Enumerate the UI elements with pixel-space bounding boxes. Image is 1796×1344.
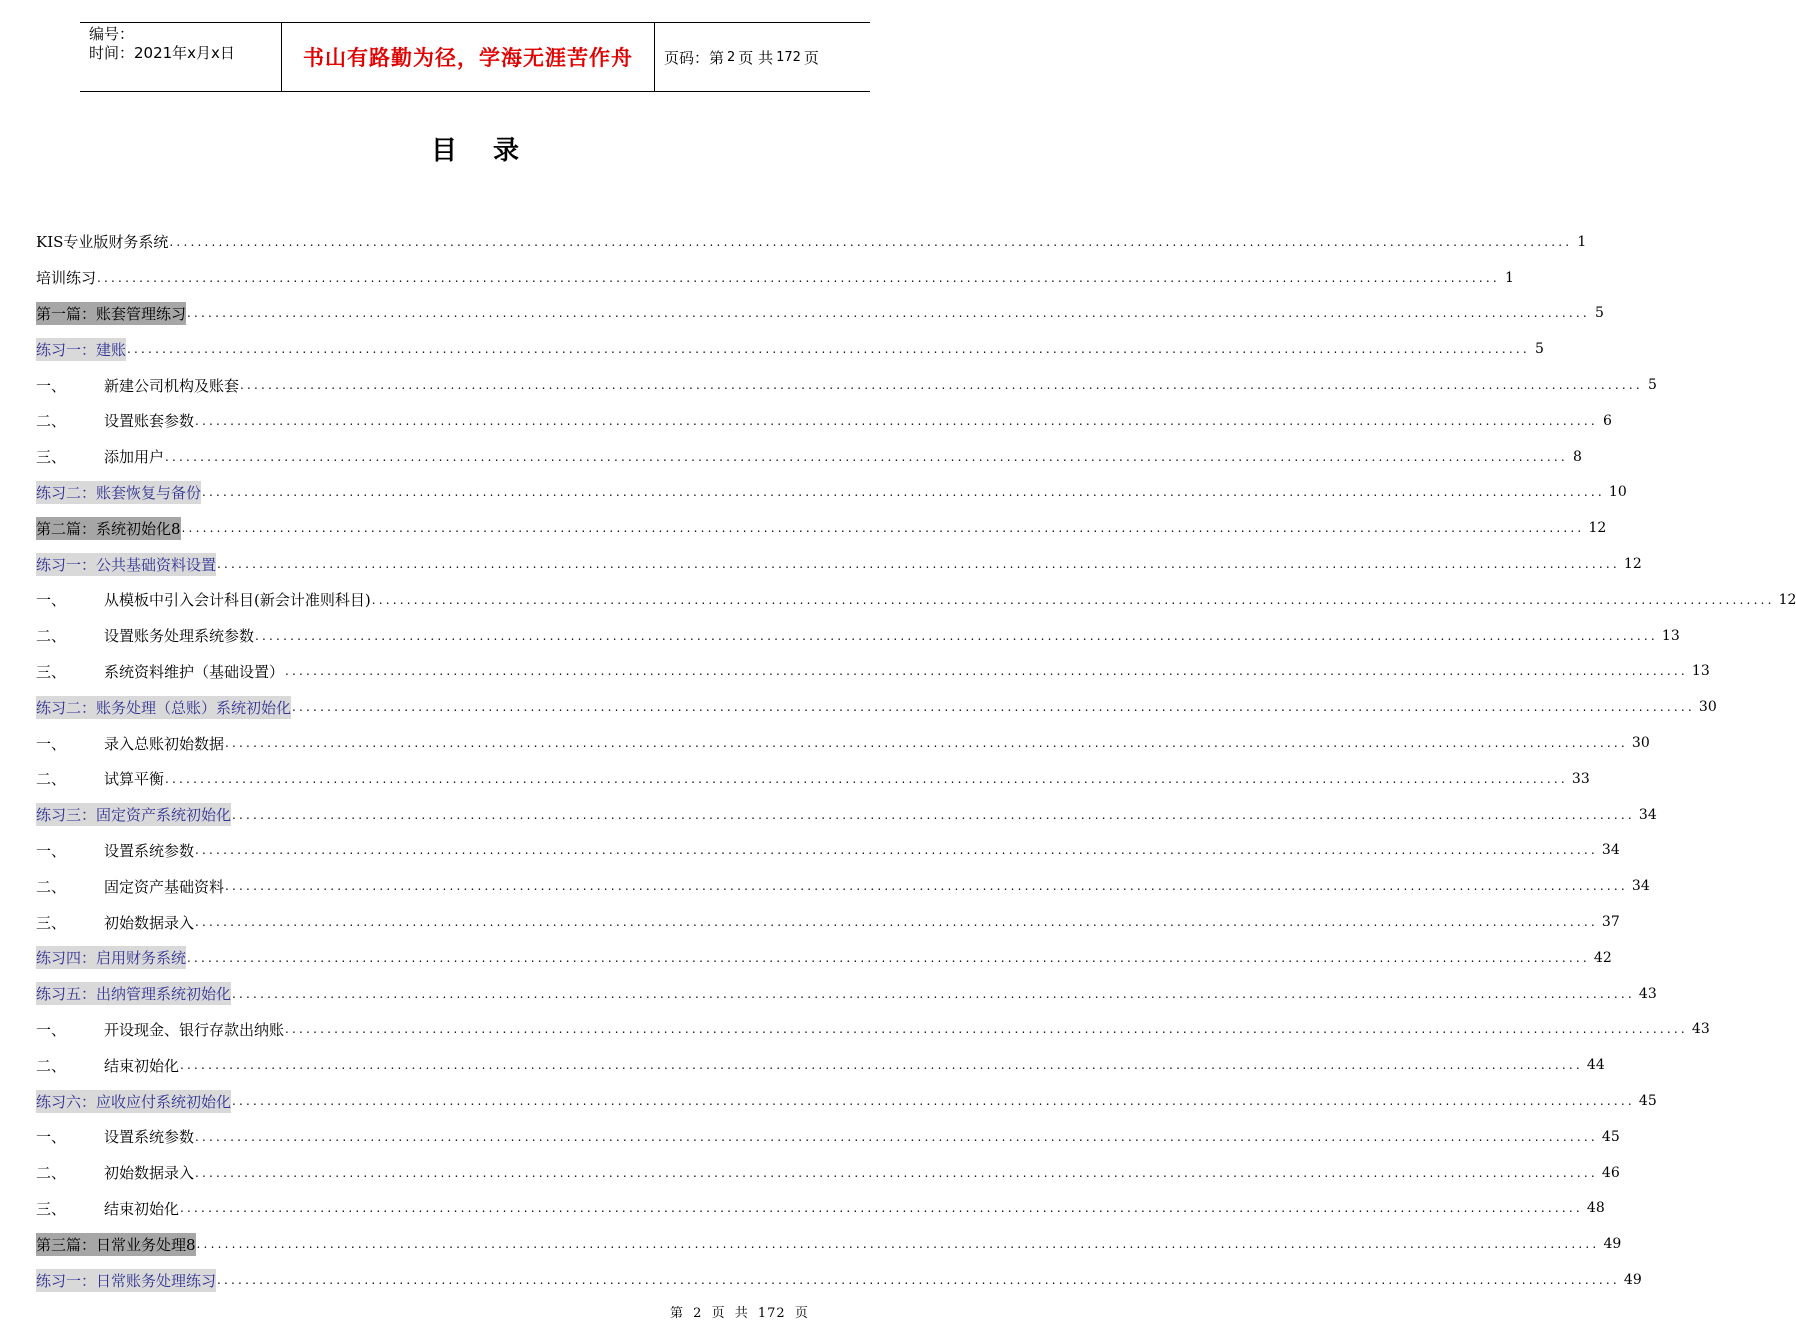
toc-entry-title: 练习二：账套恢复与备份 <box>36 481 201 504</box>
toc-entry-number: 一、 <box>36 1128 67 1147</box>
toc-leader-dots: ........................................................................................................................................................................................................ <box>195 1165 1598 1180</box>
toc-page-number: 45 <box>1638 1093 1657 1110</box>
footer-current: 2 <box>693 1306 703 1321</box>
toc-entry-title: 第三篇：日常业务处理8 <box>36 1233 196 1256</box>
toc-entry-number: 二、 <box>36 1056 67 1075</box>
header-page-suffix: 页 <box>803 48 819 67</box>
toc-page-number: 42 <box>1593 949 1612 966</box>
toc-entry[interactable] <box>36 1226 1622 1262</box>
toc-entry[interactable] <box>36 1012 1710 1048</box>
toc-leader-dots: ........................................................................................................................................................................................................ <box>255 628 1658 643</box>
toc-entry-title: 练习四：启用财务系统 <box>36 946 186 969</box>
toc-entry-text <box>36 1018 284 1041</box>
toc-entry-number: 二、 <box>36 627 67 646</box>
toc-entry-text <box>36 732 224 755</box>
toc-entry-text <box>36 1197 179 1220</box>
toc-page-number: 37 <box>1601 914 1620 931</box>
toc-entry-title: 培训练习 <box>36 269 97 288</box>
toc-entry-title: 设置账套参数 <box>104 412 195 431</box>
toc-entry[interactable] <box>36 833 1620 869</box>
toc-entry[interactable] <box>36 618 1680 654</box>
toc-leader-dots: ........................................................................................................................................................................................................ <box>195 915 1598 930</box>
toc-entry[interactable] <box>36 654 1710 690</box>
toc-entry-text <box>36 230 168 253</box>
footer-total: 172 <box>757 1306 786 1321</box>
toc-leader-dots: ........................................................................................................................................................................................................ <box>232 807 1635 822</box>
toc-page-number: 46 <box>1601 1164 1620 1181</box>
toc-page-number: 34 <box>1631 878 1650 895</box>
toc-entry-text <box>36 696 291 719</box>
toc-entry-title: 练习二：账务处理（总账）系统初始化 <box>36 696 291 719</box>
toc-page-number: 34 <box>1638 806 1657 823</box>
toc-leader-dots: ........................................................................................................................................................................................................ <box>232 986 1635 1001</box>
toc-leader-dots: ........................................................................................................................................................................................................ <box>181 521 1585 536</box>
toc-entry-text <box>36 1233 196 1256</box>
toc-entry[interactable] <box>36 761 1590 797</box>
toc-entry-title: 添加用户 <box>104 448 165 467</box>
toc-leader-dots: ........................................................................................................................................................................................................ <box>232 1094 1635 1109</box>
toc-page-number: 49 <box>1623 1272 1642 1288</box>
toc-entry[interactable] <box>36 1155 1620 1191</box>
toc-entry-text <box>36 338 126 361</box>
toc-entry[interactable] <box>36 689 1717 725</box>
toc-page-number: 5 <box>1594 305 1604 322</box>
toc-entry-title: 录入总账初始数据 <box>104 734 225 753</box>
toc-page-number: 5 <box>1647 377 1657 394</box>
toc-page-number: 44 <box>1586 1057 1605 1074</box>
toc-leader-dots: ........................................................................................................................................................................................................ <box>285 1022 1688 1037</box>
toc-page-number: 13 <box>1661 627 1680 644</box>
toc-entry-number: 一、 <box>36 841 67 860</box>
toc-page-number: 45 <box>1601 1128 1620 1145</box>
toc-leader-dots: ........................................................................................................................................................................................................ <box>202 485 1605 500</box>
page-header <box>80 22 870 92</box>
toc-entry-text <box>36 911 194 934</box>
toc-entry-number: 一、 <box>36 591 67 610</box>
toc-page-number: 8 <box>1572 448 1582 465</box>
toc-entry-title: 结束初始化 <box>104 1199 180 1218</box>
toc-page-number: 43 <box>1638 985 1657 1002</box>
toc-entry[interactable] <box>36 331 1544 367</box>
toc-entry-title: KIS专业版财务系统 <box>36 233 169 252</box>
header-time: 时间：2021年x月x日 <box>89 44 235 62</box>
toc-entry-number: 三、 <box>36 913 67 932</box>
toc-entry-title: 练习一：日常账务处理练习 <box>36 1269 216 1292</box>
toc-entry-text <box>36 875 224 898</box>
toc-leader-dots: ........................................................................................................................................................................................................ <box>180 1058 1583 1073</box>
toc-entry-text <box>36 409 194 432</box>
header-page-mid: 页 共 <box>738 48 774 67</box>
toc-entry[interactable] <box>36 976 1657 1012</box>
toc-entry[interactable] <box>36 439 1582 475</box>
toc-entry-title: 练习一：建账 <box>36 338 126 361</box>
toc-entry-number: 一、 <box>36 376 67 395</box>
toc-entry-text <box>36 266 96 289</box>
toc-entry[interactable] <box>36 224 1587 260</box>
toc-entry[interactable] <box>36 1119 1620 1155</box>
toc-entry-number: 三、 <box>36 662 67 681</box>
toc-entry[interactable] <box>36 797 1657 833</box>
toc-page-number: 1 <box>1504 269 1514 286</box>
toc-entry[interactable] <box>36 1262 1642 1298</box>
header-motto: 书山有路勤为径，学海无涯苦作舟 <box>281 23 655 91</box>
toc-entry-text <box>36 946 186 969</box>
toc-entry-number: 三、 <box>36 1199 67 1218</box>
footer-mid1: 页 <box>711 1306 726 1321</box>
toc-entry[interactable] <box>36 904 1620 940</box>
toc-leader-dots: ........................................................................................................................................................................................................ <box>196 1237 1600 1252</box>
toc-page-number: 12 <box>1778 591 1796 608</box>
toc-entry-number: 一、 <box>36 1020 67 1039</box>
toc-entry-title: 设置账务处理系统参数 <box>104 627 255 646</box>
toc-page-number: 1 <box>1577 233 1587 250</box>
toc-entry-title: 初始数据录入 <box>104 1164 195 1183</box>
toc-page-number: 10 <box>1608 484 1627 501</box>
toc-entry-text <box>36 624 254 647</box>
toc-entry-title: 练习一：公共基础资料设置 <box>36 553 216 576</box>
header-page-current: 2 <box>727 49 736 65</box>
toc-page-number: 6 <box>1602 412 1612 429</box>
toc-entry[interactable] <box>36 260 1514 296</box>
toc-entry-text <box>36 588 371 611</box>
toc-entry[interactable] <box>36 510 1607 546</box>
toc-entry-title: 练习三：固定资产系统初始化 <box>36 803 231 826</box>
toc-entry-text <box>36 302 186 325</box>
toc-entry-text <box>36 1090 231 1113</box>
toc-leader-dots: ........................................................................................................................................................................................................ <box>240 378 1643 393</box>
toc-leader-dots: ........................................................................................................................................................................................................ <box>180 1201 1583 1216</box>
toc-page-number: 30 <box>1631 735 1650 752</box>
toc-page-number: 34 <box>1601 842 1620 859</box>
toc-page-number: 12 <box>1623 556 1642 573</box>
toc-entry-title: 第二篇：系统初始化8 <box>36 517 181 540</box>
toc-entry-text <box>36 1054 179 1077</box>
toc-leader-dots: ........................................................................................................................................................................................................ <box>217 557 1620 572</box>
toc-leader-dots: ........................................................................................................................................................................................................ <box>217 1273 1620 1287</box>
toc-page-number: 5 <box>1534 341 1544 358</box>
toc-entry-title: 初始数据录入 <box>104 913 195 932</box>
toc-entry[interactable] <box>36 475 1627 511</box>
toc-entry-title: 固定资产基础资料 <box>104 877 225 896</box>
toc-leader-dots: ........................................................................................................................................................................................................ <box>292 700 1695 715</box>
toc-entry-title: 从模板中引入会计科目(新会计准则科目) <box>104 591 371 610</box>
toc-entry-number: 一、 <box>36 734 67 753</box>
footer-prefix: 第 <box>670 1306 685 1321</box>
toc-page-number: 33 <box>1571 770 1590 787</box>
toc-entry-text <box>36 374 239 397</box>
toc-entry-title: 结束初始化 <box>104 1056 180 1075</box>
toc-entry-text <box>36 1125 194 1148</box>
toc-entry-number: 二、 <box>36 1164 67 1183</box>
toc-entry[interactable] <box>36 1047 1605 1083</box>
toc-entry-text <box>36 839 194 862</box>
toc-entry[interactable] <box>36 546 1642 582</box>
toc-page-number: 43 <box>1691 1021 1710 1038</box>
toc-entry[interactable] <box>36 725 1650 761</box>
toc-entry-number: 二、 <box>36 412 67 431</box>
toc-leader-dots: ........................................................................................................................................................................................................ <box>169 234 1573 249</box>
toc-leader-dots: ........................................................................................................................................................................................................ <box>127 342 1530 357</box>
toc-page-number: 12 <box>1588 520 1607 537</box>
toc-entry-number: 三、 <box>36 448 67 467</box>
toc-entry-text <box>36 517 181 540</box>
toc-entry-text <box>36 553 216 576</box>
toc-entry[interactable] <box>36 1191 1605 1227</box>
toc-leader-dots: ........................................................................................................................................................................................................ <box>165 449 1568 464</box>
toc-entry-title: 练习五：出纳管理系统初始化 <box>36 982 231 1005</box>
header-page-info <box>655 23 870 91</box>
toc-entry-title: 第一篇：账套管理练习 <box>36 302 186 325</box>
toc-entry[interactable] <box>36 582 1796 618</box>
toc-entry-title: 设置系统参数 <box>104 841 195 860</box>
toc-leader-dots: ........................................................................................................................................................................................................ <box>195 843 1598 858</box>
toc-entry-text <box>36 982 231 1005</box>
toc-entry[interactable] <box>36 1083 1657 1119</box>
toc-entry[interactable] <box>36 868 1650 904</box>
toc-leader-dots: ........................................................................................................................................................................................................ <box>97 270 1500 285</box>
header-code: 编号： <box>89 25 135 43</box>
toc-entry-title: 系统资料维护（基础设置） <box>104 662 285 681</box>
table-of-contents <box>36 224 1796 1298</box>
page-title: 目录 <box>430 136 555 166</box>
toc-entry-title: 开设现金、银行存款出纳账 <box>104 1020 285 1039</box>
toc-entry-title: 练习六：应收应付系统初始化 <box>36 1090 231 1113</box>
toc-leader-dots: ........................................................................................................................................................................................................ <box>165 771 1568 786</box>
toc-entry-text <box>36 803 231 826</box>
toc-page-number: 48 <box>1586 1200 1605 1217</box>
toc-leader-dots: ........................................................................................................................................................................................................ <box>225 879 1628 894</box>
toc-leader-dots: ........................................................................................................................................................................................................ <box>285 664 1688 679</box>
footer-suffix: 页 <box>794 1306 809 1321</box>
toc-leader-dots: ........................................................................................................................................................................................................ <box>371 592 1775 607</box>
header-page-prefix: 页码：第 <box>664 48 725 67</box>
toc-page-number: 30 <box>1698 699 1717 716</box>
toc-page-number: 13 <box>1691 663 1710 680</box>
header-page-total: 172 <box>776 49 801 65</box>
toc-entry-text <box>36 660 284 683</box>
toc-leader-dots: ........................................................................................................................................................................................................ <box>195 413 1598 428</box>
toc-entry[interactable] <box>36 940 1612 976</box>
toc-entry[interactable] <box>36 403 1612 439</box>
toc-leader-dots: ........................................................................................................................................................................................................ <box>225 736 1628 751</box>
toc-entry[interactable] <box>36 367 1657 403</box>
toc-entry[interactable] <box>36 296 1604 332</box>
toc-leader-dots: ........................................................................................................................................................................................................ <box>195 1129 1598 1144</box>
page-footer <box>668 1302 811 1321</box>
toc-entry-title: 新建公司机构及账套 <box>104 376 240 395</box>
toc-entry-number: 二、 <box>36 770 67 789</box>
footer-mid2: 共 <box>734 1306 749 1321</box>
toc-entry-text <box>36 1269 216 1292</box>
toc-entry-title: 试算平衡 <box>104 770 165 789</box>
toc-entry-text <box>36 445 164 468</box>
toc-leader-dots: ........................................................................................................................................................................................................ <box>187 950 1590 965</box>
toc-entry-title: 设置系统参数 <box>104 1128 195 1147</box>
toc-page-number: 49 <box>1603 1236 1622 1253</box>
toc-entry-text <box>36 1161 194 1184</box>
toc-entry-number: 二、 <box>36 877 67 896</box>
header-info <box>80 23 281 91</box>
toc-entry-text <box>36 767 164 790</box>
toc-leader-dots: ........................................................................................................................................................................................................ <box>187 306 1590 321</box>
toc-entry-text <box>36 481 201 504</box>
